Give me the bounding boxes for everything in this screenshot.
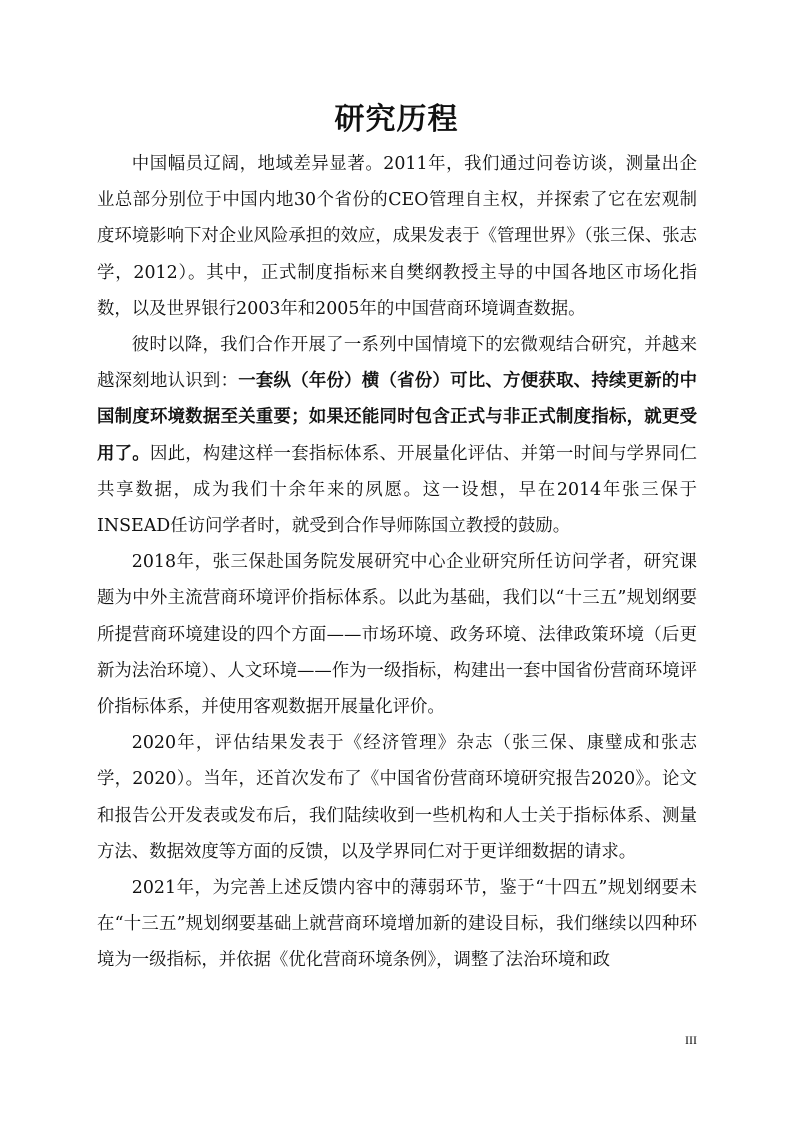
paragraph-2-text-end: 因此，构建这样一套指标体系、开展量化评估、并第一时间与学界同仁共享数据，成为我们十余年来的夙愿。这一设想，早在2014年张三保于INSEAD任访问学者时，就受到合作导师陈国立教授的鼓励。: [97, 443, 697, 537]
paragraph-4: [97, 725, 697, 870]
body-text: [97, 146, 697, 979]
page-title: 研究历程: [334, 102, 459, 137]
paragraph-5: [97, 870, 697, 979]
paragraph-2: [97, 327, 697, 544]
paragraph-3-text: 2018年，张三保赴国务院发展研究中心企业研究所任访问学者，研究课题为中外主流营商环境评价指标体系。以此为基础，我们以“十三五”规划纲要所提营商环境建设的四个方面——市场环境、政务环境、法律政策环境（后更新为法治环境）、人文环境——作为一级指标，构建出一套中国省份营商环境评价指标体系，并使用客观数据开展量化评价。: [97, 552, 697, 718]
paragraph-5-text: 2021年，为完善上述反馈内容中的薄弱环节，鉴于“十四五”规划纲要未在“十三五”规划纲要基础上就营商环境增加新的建设目标，我们继续以四种环境为一级指标，并依据《优化营商环境条例》，调整了法治环境和政: [97, 878, 697, 971]
page-number: III: [685, 1033, 697, 1047]
paragraph-3: [97, 544, 697, 725]
paragraph-2-text: 彼时以降，我们合作开展了一系列中国情境下的宏微观结合研究，并越来越深刻地认识到：: [97, 335, 697, 392]
paragraph-1: [97, 146, 697, 327]
paragraph-4-text: 2020年，评估结果发表于《经济管理》杂志（张三保、康璧成和张志学，2020）。当年，还首次发布了《中国省份营商环境研究报告2020》。论文和报告公开发表或发布后，我们陆续收到一些机构和人士关于指标体系、测量方法、数据效度等方面的反馈，以及学界同仁对于更详细数据的请求。: [97, 733, 697, 862]
paragraph-2-emphasis: 一套纵（年份）横（省份）可比、方便获取、持续更新的中国制度环境数据至关重要；如果还能同时包含正式与非正式制度指标，就更受用了。: [97, 371, 697, 464]
paragraph-1-text: 中国幅员辽阔，地域差异显著。2011年，我们通过问卷访谈，测量出企业总部分别位于中国内地30个省份的CEO管理自主权，并探索了它在宏观制度环境影响下对企业风险承担的效应，成果发表于《管理世界》（张三保、张志学，2012）。其中，正式制度指标来自樊纲教授主导的中国各地区市场化指数，以及世界银行2003年和2005年的中国营商环境调查数据。: [97, 154, 697, 319]
